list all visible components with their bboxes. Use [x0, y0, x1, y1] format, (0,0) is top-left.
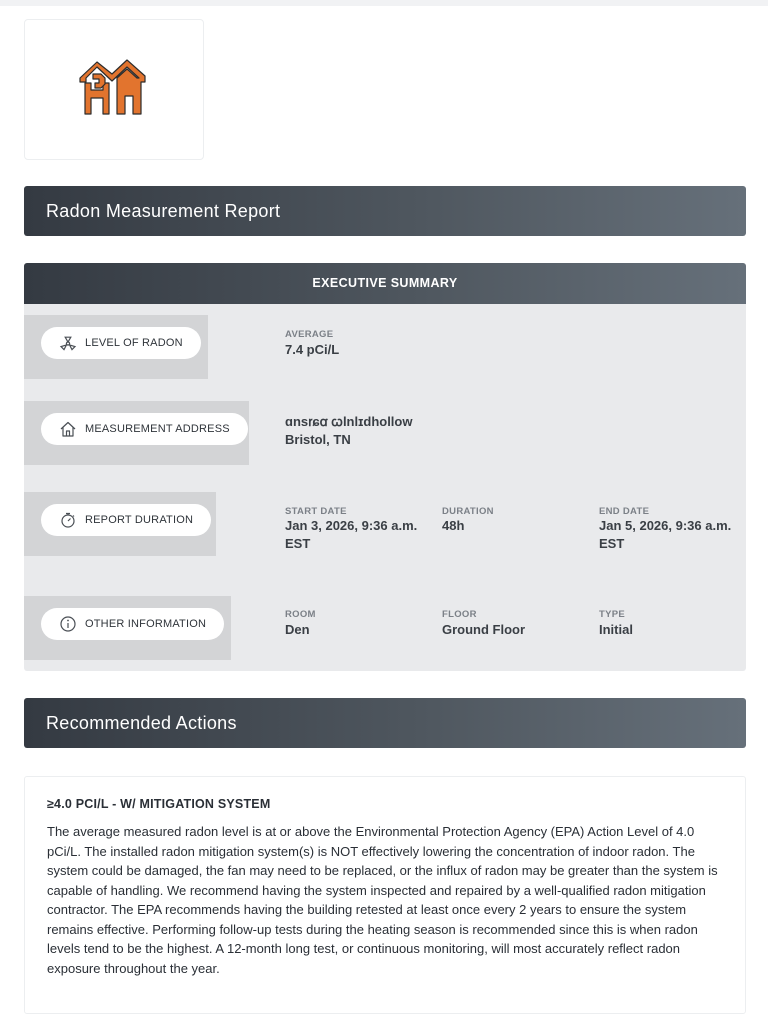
floor-label: FLOOR	[442, 609, 477, 620]
measurement-address-label: MEASUREMENT ADDRESS	[85, 423, 230, 435]
address-line-1: ɑnsꭇɕꭤ ꞷlnlɪdhollow	[285, 414, 413, 429]
top-edge	[0, 0, 768, 6]
report-duration-label: REPORT DURATION	[85, 514, 194, 526]
home-icon	[59, 420, 77, 438]
recommended-actions-title: Recommended Actions	[46, 713, 237, 733]
executive-summary-heading: EXECUTIVE SUMMARY	[24, 263, 746, 304]
radiation-icon	[59, 334, 77, 352]
info-icon	[59, 615, 77, 633]
start-date-value: Jan 3, 2026, 9:36 a.m. EST	[285, 518, 418, 551]
duration-label: DURATION	[442, 506, 494, 517]
type-label: TYPE	[599, 609, 626, 620]
recommendation-body: The average measured radon level is at or above the Environmental Protection Agency (EPA) Action Level of 4.0 pCi/L. The installed radon mitigation system(s) is NOT effectively lowering the concentration of indoor radon. The system could be damaged, the fan may need to be replaced, or the influx of radon may be greater than the system is capable of handling. We recommend having the system inspected and repaired by a well-qualified radon mitigation contractor. The EPA recommends having the building retested at least once every 2 years to ensure the system remains effective. Performing follow-up tests during the heating season is recommended since this is when radon levels tend to be the highest. A 12-month long test, or continuous monitoring, will most accurately reflect radon exposure throughout the year.	[47, 824, 718, 976]
recommendation-card	[24, 776, 746, 1014]
recommended-actions-banner	[24, 698, 746, 748]
recommendation-title: ≥4.0 PCI/L - W/ MITIGATION SYSTEM	[47, 797, 271, 811]
end-date-value: Jan 5, 2026, 9:36 a.m. EST	[599, 518, 732, 551]
house-logo-icon	[77, 56, 147, 118]
level-of-radon-label: LEVEL OF RADON	[85, 337, 183, 349]
room-value: Den	[285, 622, 310, 637]
type-value: Initial	[599, 622, 633, 637]
measurement-address-pill	[41, 413, 248, 445]
logo-card	[24, 19, 204, 160]
end-date-label: END DATE	[599, 506, 650, 517]
other-row-tab	[24, 596, 231, 660]
average-value: 7.4 pCi/L	[285, 342, 340, 357]
average-label: AVERAGE	[285, 329, 334, 340]
room-label: ROOM	[285, 609, 316, 620]
duration-value: 48h	[442, 518, 465, 533]
floor-value: Ground Floor	[442, 622, 526, 637]
stopwatch-icon	[59, 511, 77, 529]
other-information-pill	[41, 608, 224, 640]
address-line-2: Bristol, TN	[285, 432, 351, 447]
other-information-label: OTHER INFORMATION	[85, 618, 207, 630]
address-row-tab	[24, 401, 249, 465]
duration-row-tab	[24, 492, 216, 556]
report-duration-pill	[41, 504, 211, 536]
report-title: Radon Measurement Report	[46, 201, 281, 221]
start-date-label: START DATE	[285, 506, 347, 517]
executive-summary	[24, 263, 746, 671]
level-of-radon-pill	[41, 327, 201, 359]
report-title-banner	[24, 186, 746, 236]
radon-row-tab	[24, 315, 208, 379]
